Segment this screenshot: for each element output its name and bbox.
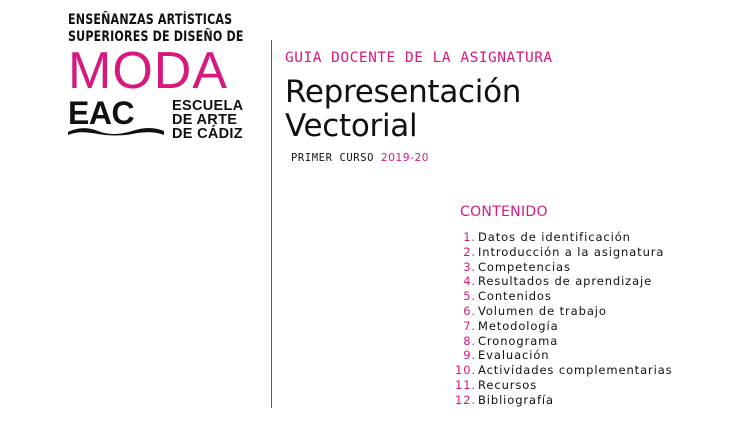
contents-item[interactable] xyxy=(452,304,673,319)
contents-item[interactable] xyxy=(452,393,673,408)
contents-item-label: Volumen de trabajo xyxy=(478,303,607,318)
contents-item[interactable] xyxy=(452,289,673,304)
contents-item-number: 7. xyxy=(463,318,476,333)
contents-item[interactable] xyxy=(452,319,673,334)
contents-item-label: Cronograma xyxy=(478,333,559,348)
contents-heading: CONTENIDO xyxy=(460,204,548,220)
course-year: 2019-20 xyxy=(380,152,430,164)
logo-school-line-1: ESCUELA xyxy=(172,98,244,114)
course-year-line xyxy=(291,152,429,164)
logo-eac-block xyxy=(68,96,258,142)
contents-item[interactable] xyxy=(452,260,673,275)
contents-item-label: Contenidos xyxy=(478,289,552,304)
contents-item[interactable] xyxy=(452,230,673,245)
contents-item-number: 2. xyxy=(463,244,476,259)
vertical-divider xyxy=(271,40,272,408)
logo-school-line-2: DE ARTE xyxy=(172,112,238,128)
contents-item[interactable] xyxy=(452,245,673,260)
contents-item-number: 1. xyxy=(463,230,476,244)
course-title xyxy=(285,75,521,143)
course-title-line-2: Vectorial xyxy=(285,108,418,144)
contents-item-number: 3. xyxy=(463,259,476,274)
contents-list xyxy=(452,230,673,408)
contents-item-label: Competencias xyxy=(478,259,571,274)
contents-item-label: Datos de identificación xyxy=(478,230,631,244)
logo-school-name xyxy=(172,99,243,141)
contents-item-number: 11. xyxy=(455,377,476,392)
contents-item-number: 8. xyxy=(463,333,476,348)
contents-item[interactable] xyxy=(452,334,673,349)
contents-item-label: Resultados de aprendizaje xyxy=(478,274,653,289)
contents-item[interactable] xyxy=(452,274,673,289)
course-title-line-1: Representación xyxy=(285,74,522,110)
contents-item-number: 12. xyxy=(455,392,476,407)
course-label: PRIMER CURSO xyxy=(291,152,375,164)
contents-item-number: 4. xyxy=(463,274,476,289)
contents-item-label: Recursos xyxy=(478,377,538,392)
logo-moda: MODA xyxy=(68,42,228,100)
logo-line-1: ENSEÑANZAS ARTÍSTICAS xyxy=(68,12,233,28)
contents-item[interactable] xyxy=(452,378,673,393)
contents-item-label: Introducción a la asignatura xyxy=(478,244,665,259)
wave-icon xyxy=(68,126,164,136)
contents-item-number: 9. xyxy=(463,348,476,363)
logo-school-line-3: DE CÁDIZ xyxy=(172,126,243,142)
contents-item-label: Evaluación xyxy=(478,348,550,363)
logo-eac: EAC xyxy=(68,95,135,131)
contents-item[interactable] xyxy=(452,363,673,378)
logo-line-2: SUPERIORES DE DISEÑO DE xyxy=(68,29,244,45)
contents-item-label: Metodología xyxy=(478,318,559,333)
contents-item-label: Bibliografía xyxy=(478,392,554,407)
contents-item-number: 6. xyxy=(463,303,476,318)
guide-label: GUIA DOCENTE DE LA ASIGNATURA xyxy=(285,50,553,66)
contents-item-number: 10. xyxy=(455,363,476,378)
contents-item[interactable] xyxy=(452,348,673,363)
contents-item-number: 5. xyxy=(463,289,476,304)
school-logo xyxy=(68,12,258,142)
contents-item-label: Actividades complementarias xyxy=(478,363,673,378)
